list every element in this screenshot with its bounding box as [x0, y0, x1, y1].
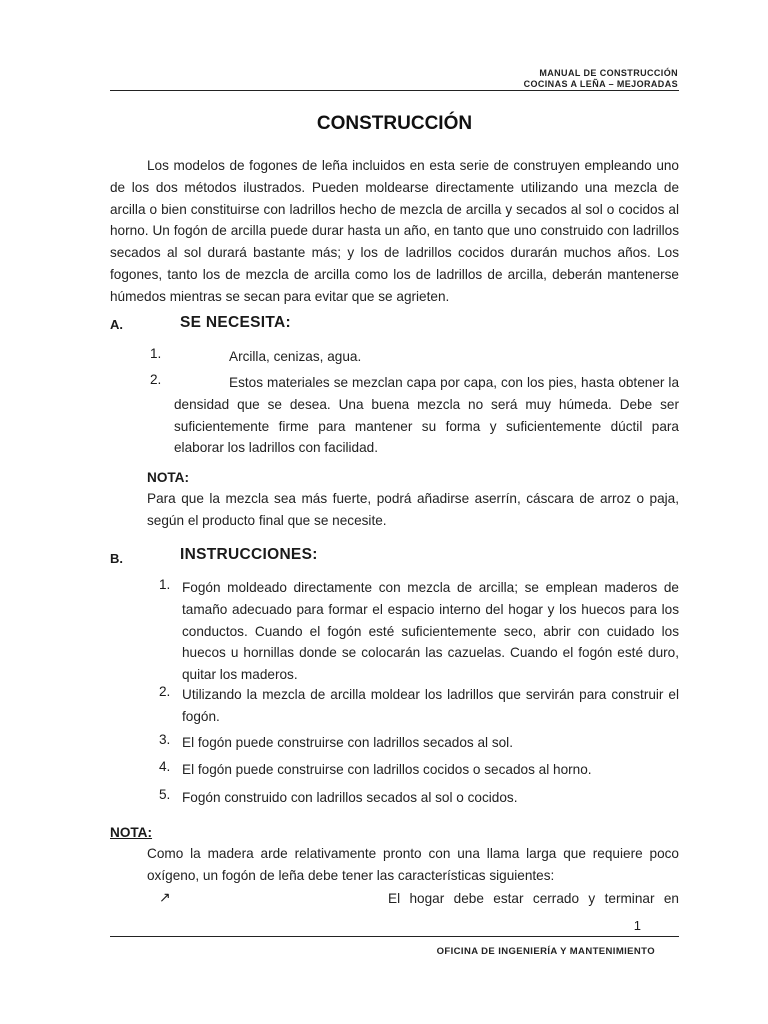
header-rule: [110, 90, 679, 91]
bullet-text: El hogar debe estar cerrado y terminar en: [388, 891, 679, 906]
list-item-number: 1.: [159, 577, 171, 592]
list-item-number: 4.: [159, 759, 171, 774]
section-b-letter: B.: [110, 551, 123, 566]
intro-paragraph: Los modelos de fogones de leña incluidos en esta serie de construyen empleando uno de los dos métodos ilustrados. Pueden moldearse directamente utilizando una mezcla de arcilla o bien constituirse con ladrillos hecho de mezcla de arcilla y secados al sol o cocidos al horno. Un fogón de arcilla puede durar hasta un año, en tanto que uno construido con ladrillos secados al sol durará bastante más; y los de ladrillos cocidos durarán muchos años. Los fogones, tanto los de mezcla de arcilla como los de ladrillos de arcilla, deberán mantenerse húmedos mientras se secan para evitar que se agrieten.: [110, 158, 679, 304]
list-item-text: El fogón puede construirse con ladrillos secados al sol.: [182, 735, 513, 750]
section-a-note-label: NOTA:: [147, 470, 190, 485]
header-manual-title: MANUAL DE CONSTRUCCIÓN: [539, 68, 678, 78]
list-item-number: 2.: [159, 684, 171, 699]
section-a-title: SE NECESITA:: [180, 314, 291, 331]
section-b-note-label: NOTA:: [110, 825, 153, 840]
list-item-text: Utilizando la mezcla de arcilla moldear los ladrillos que servirán para construir el fogón.: [182, 687, 679, 724]
list-item-text: Estos materiales se mezclan capa por capa, con los pies, hasta obtener la densidad que se desea. Una buena mezcla no será muy húmeda. Debe ser suficientemente firme para mantener su forma y suficientemente dúctil para elaborar los ladrillos con facilidad.: [174, 375, 679, 456]
list-item-text: Fogón construido con ladrillos secados al sol o cocidos.: [182, 790, 518, 805]
section-b-note-text: Como la madera arde relativamente pronto con una llama larga que requiere poco oxígeno, un fogón de leña debe tener las características siguientes:: [147, 846, 679, 883]
list-item-number: 2.: [150, 372, 162, 387]
arrow-bullet-icon: ↗: [159, 889, 171, 905]
footer-office: OFICINA DE INGENIERÍA Y MANTENIMIENTO: [436, 946, 655, 957]
list-item-text: Fogón moldeado directamente con mezcla de arcilla; se emplean maderos de tamaño adecuado para formar el espacio interno del hogar y los huecos para los conductos. Cuando el fogón esté suficientemente seco, abrir con cuidado los huecos u hornillas donde se colocarán las cazuelas. Cuando el fogón esté duro, quitar los maderos.: [182, 580, 679, 683]
list-item-number: 3.: [159, 732, 171, 747]
footer-rule: [110, 936, 679, 937]
list-item-number: 1.: [150, 346, 162, 361]
list-item-number: 5.: [159, 787, 171, 802]
section-b-title: INSTRUCCIONES:: [180, 546, 318, 563]
list-item-text: Arcilla, cenizas, agua.: [229, 349, 362, 364]
page-title: CONSTRUCCIÓN: [316, 113, 473, 134]
header-subtitle: COCINAS A LEÑA – MEJORADAS: [523, 79, 678, 89]
page-number: 1: [633, 918, 641, 933]
list-item-text: El fogón puede construirse con ladrillos cocidos o secados al horno.: [182, 762, 592, 777]
section-a-note-text: Para que la mezcla sea más fuerte, podrá añadirse aserrín, cáscara de arroz o paja, según el producto final que se necesite.: [147, 491, 679, 528]
section-a-letter: A.: [110, 317, 123, 332]
